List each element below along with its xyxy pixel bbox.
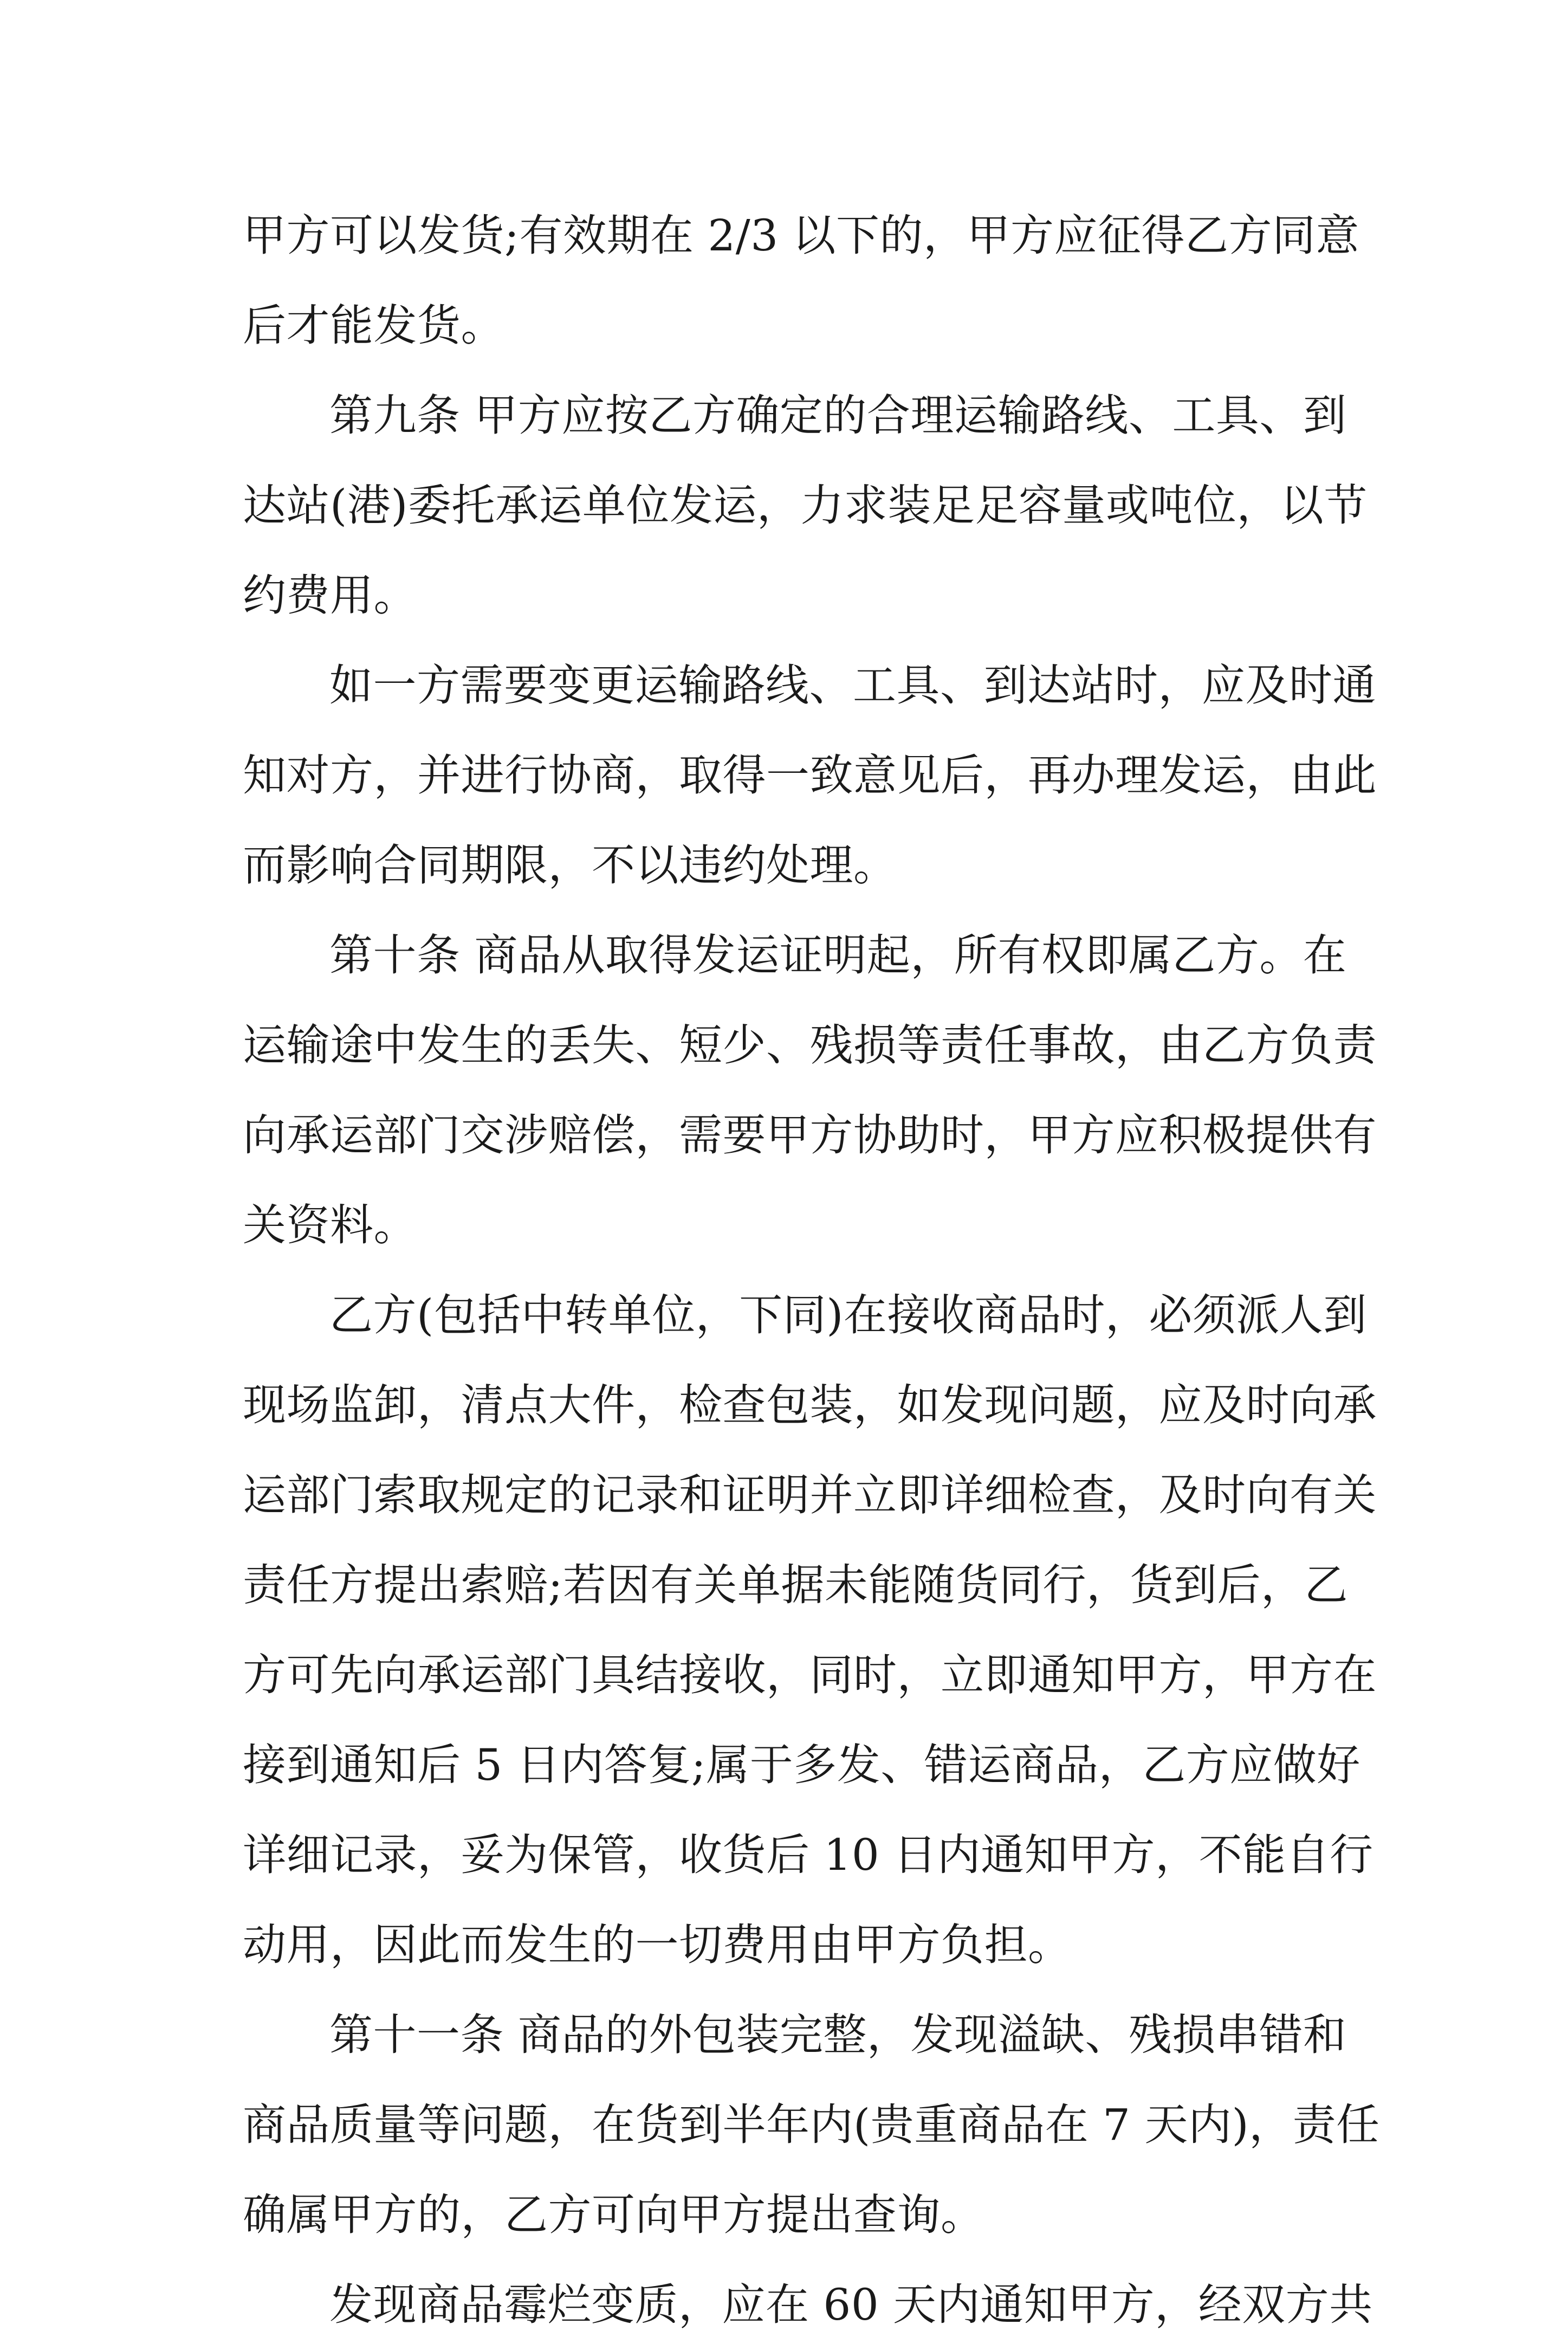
text-line: 发现商品霉烂变质，应在 60 天内通知甲方，经双方共	[329, 2280, 1373, 2330]
text-line: 接到通知后 5 日内答复;属于多发、错运商品，乙方应做好	[243, 1740, 1360, 1790]
text-line: 第十一条 商品的外包装完整，发现溢缺、残损串错和	[329, 2010, 1347, 2060]
text-line: 动用，因此而发生的一切费用由甲方负担。	[243, 1920, 1072, 1970]
text-line: 运部门索取规定的记录和证明并立即详细检查，及时向有关	[243, 1470, 1377, 1520]
text-line: 达站(港)委托承运单位发运，力求装足足容量或吨位，以节	[243, 480, 1368, 531]
text-line: 方可先向承运部门具结接收，同时，立即通知甲方，甲方在	[243, 1650, 1377, 1700]
text-line: 详细记录，妥为保管，收货后 10 日内通知甲方，不能自行	[243, 1830, 1373, 1880]
text-line: 而影响合同期限，不以违约处理。	[243, 840, 897, 890]
text-line: 向承运部门交涉赔偿，需要甲方协助时，甲方应积极提供有	[243, 1110, 1377, 1160]
text-line: 第九条 甲方应按乙方确定的合理运输路线、工具、到	[329, 390, 1347, 441]
text-line: 乙方(包括中转单位，下同)在接收商品时，必须派人到	[329, 1290, 1367, 1340]
text-line: 商品质量等问题，在货到半年内(贵重商品在 7 天内)，责任	[243, 2100, 1380, 2150]
text-line: 责任方提出索赔;若因有关单据未能随货同行，货到后，乙	[243, 1560, 1348, 1610]
text-line: 知对方，并进行协商，取得一致意见后，再办理发运，由此	[243, 750, 1377, 800]
text-line: 运输途中发生的丢失、短少、残损等责任事故，由乙方负责	[243, 1020, 1377, 1070]
text-line: 关资料。	[243, 1200, 417, 1250]
text-line: 确属甲方的，乙方可向甲方提出查询。	[243, 2190, 984, 2240]
text-line: 约费用。	[243, 570, 417, 621]
text-line: 如一方需要变更运输路线、工具、到达站时，应及时通	[329, 660, 1376, 711]
text-line: 现场监卸，清点大件，检查包装，如发现问题，应及时向承	[243, 1380, 1377, 1430]
text-line: 后才能发货。	[243, 300, 504, 351]
contract-text-body	[243, 191, 1380, 2350]
text-line: 第十条 商品从取得发运证明起，所有权即属乙方。在	[329, 930, 1347, 980]
text-line: 甲方可以发货;有效期在 2/3 以下的，甲方应征得乙方同意	[243, 210, 1360, 261]
